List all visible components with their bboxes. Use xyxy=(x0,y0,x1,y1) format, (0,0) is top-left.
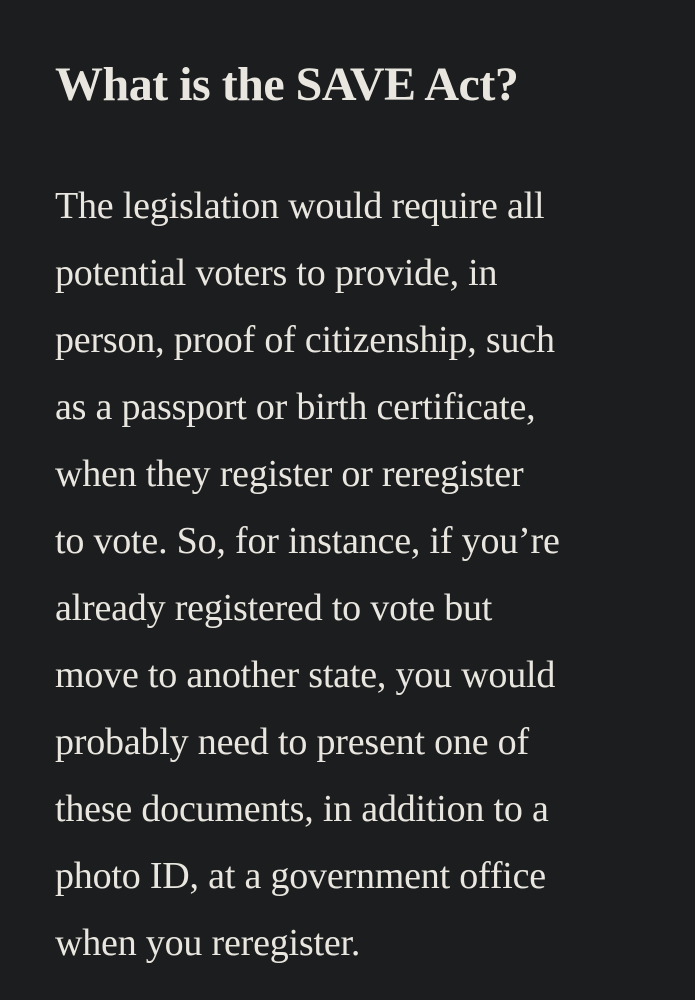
paragraph-line: The legislation would require all xyxy=(55,185,545,227)
paragraph-line: to vote. So, for instance, if you’re xyxy=(55,520,560,562)
paragraph-line: these documents, in addition to a xyxy=(55,788,549,830)
paragraph-line: person, proof of citizenship, such xyxy=(55,319,555,361)
paragraph-line: photo ID, at a government office xyxy=(55,855,546,897)
article xyxy=(55,55,655,964)
paragraph-line: probably need to present one of xyxy=(55,721,529,763)
paragraph-line: move to another state, you would xyxy=(55,654,556,696)
paragraph-line: already registered to vote but xyxy=(55,587,493,629)
paragraph-line: as a passport or birth certificate, xyxy=(55,386,536,428)
paragraph-line: when they register or reregister xyxy=(55,453,524,495)
paragraph-line: when you reregister. xyxy=(55,922,361,964)
article-paragraph xyxy=(55,173,560,977)
section-heading: What is the SAVE Act? xyxy=(55,58,519,111)
paragraph-line: potential voters to provide, in xyxy=(55,252,498,294)
